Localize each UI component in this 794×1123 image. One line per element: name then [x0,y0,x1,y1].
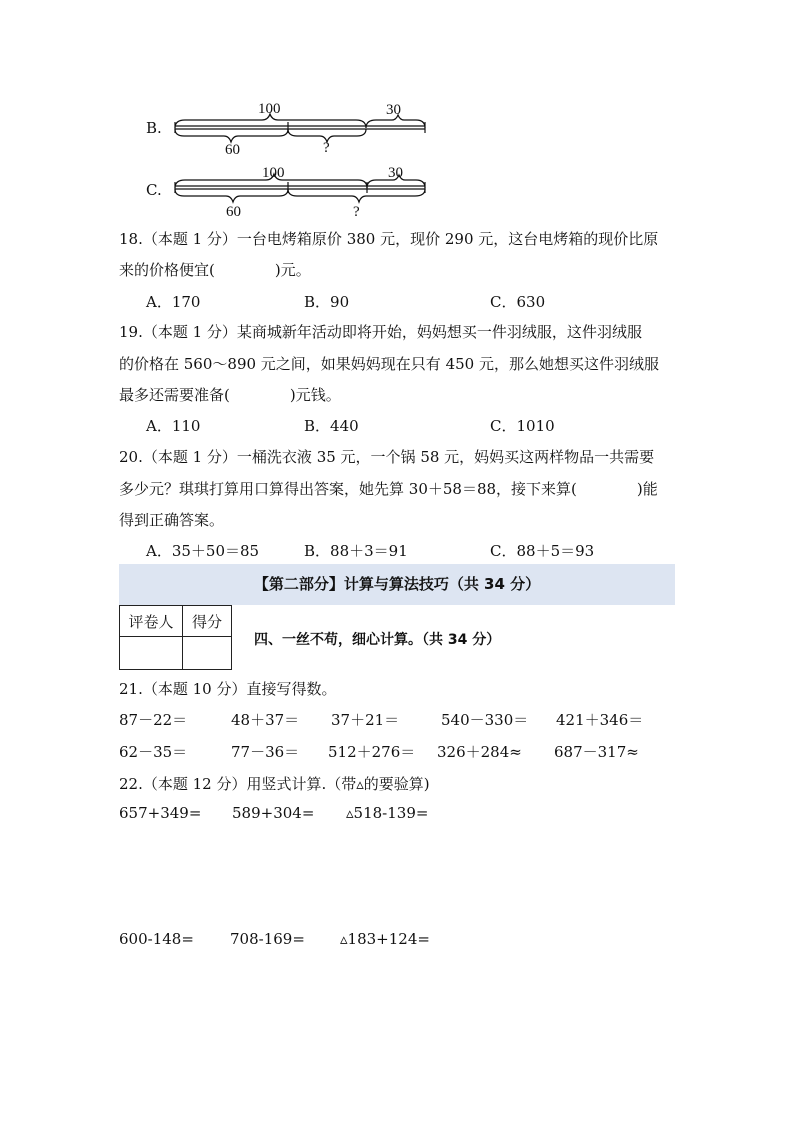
q20-option-c: C．88＋5＝93 [490,542,595,560]
diagram-b-top-total: 100 [258,101,281,117]
q19-line3: 最多还需要准备( )元钱。 [119,386,341,404]
q22-r1-c1: 657+349= [119,804,202,822]
q19-option-c: C．1010 [490,417,555,435]
diagram-b-bottom-part: 60 [225,142,240,158]
q21-r2-c3: 512＋276＝ [328,743,416,761]
q21-r1-c1: 87－22＝ [119,711,188,729]
q19-line2: 的价格在 560～890 元之间，如果妈妈现在只有 450 元，那么她想买这件羽绒服 [119,355,659,373]
q22-r2-c2: 708-169= [230,930,305,948]
diagram-c-top-total: 100 [262,165,285,181]
q21-title: 21.（本题 10 分）直接写得数。 [119,680,337,698]
grader-label: 评卷人 [120,606,183,637]
diagram-b-top-extra: 30 [386,102,401,118]
q22-title: 22.（本题 12 分）用竖式计算.（带▵的要验算) [119,775,430,793]
segment-diagram-c [170,162,430,222]
q20-option-a: A．35＋50＝85 [146,542,260,560]
section-title: 【第二部分】计算与算法技巧（共 34 分） [253,575,541,593]
option-b-label: B. [146,119,162,137]
grader-cell[interactable] [120,637,183,670]
q20-line3: 得到正确答案。 [119,511,225,529]
q19-option-a: A．110 [146,417,201,435]
q18-option-b: B．90 [304,293,350,311]
diagram-c-top-extra: 30 [388,165,403,181]
q22-r1-c2: 589+304= [232,804,315,822]
q18-line2: 来的价格便宜( )元。 [119,261,311,279]
score-cell[interactable] [183,637,232,670]
q21-r1-c4: 540－330＝ [441,711,529,729]
diagram-c-bottom-unknown: ? [353,204,360,220]
part-four-heading: 四、一丝不苟，细心计算。（共 34 分） [254,632,501,648]
q19-line1: 19.（本题 1 分）某商城新年活动即将开始，妈妈想买一件羽绒服，这件羽绒服 [119,323,642,341]
segment-diagram-b [170,98,430,158]
q20-line1: 20.（本题 1 分）一桶洗衣液 35 元，一个锅 58 元，妈妈买这两样物品一共需要 [119,448,655,466]
q21-r1-c5: 421＋346＝ [556,711,644,729]
q21-r1-c2: 48＋37＝ [231,711,300,729]
q20-option-b: B．88＋3＝91 [304,542,408,560]
diagram-b-bottom-unknown: ? [323,140,330,156]
q22-r2-c3: ▵183+124= [340,930,430,948]
q18-option-c: C．630 [490,293,546,311]
q21-r2-c4: 326＋284≈ [437,743,522,761]
option-c-label: C. [146,181,162,199]
diagram-c-bottom-part: 60 [226,204,241,220]
q21-r2-c1: 62－35＝ [119,743,188,761]
section-banner [119,564,675,605]
q22-r1-c3: ▵518-139= [346,804,429,822]
q18-line1: 18.（本题 1 分）一台电烤箱原价 380 元，现价 290 元，这台电烤箱的现价比原 [119,230,659,248]
grader-score-table [119,605,232,670]
q21-r2-c2: 77－36＝ [231,743,300,761]
q20-line2: 多少元？琪琪打算用口算得出答案，她先算 30＋58＝88，接下来算( )能 [119,480,658,498]
q18-option-a: A．170 [146,293,201,311]
q19-option-b: B．440 [304,417,359,435]
q22-r2-c1: 600-148= [119,930,194,948]
q21-r1-c3: 37＋21＝ [331,711,400,729]
score-label: 得分 [183,606,232,637]
q21-r2-c5: 687－317≈ [554,743,639,761]
